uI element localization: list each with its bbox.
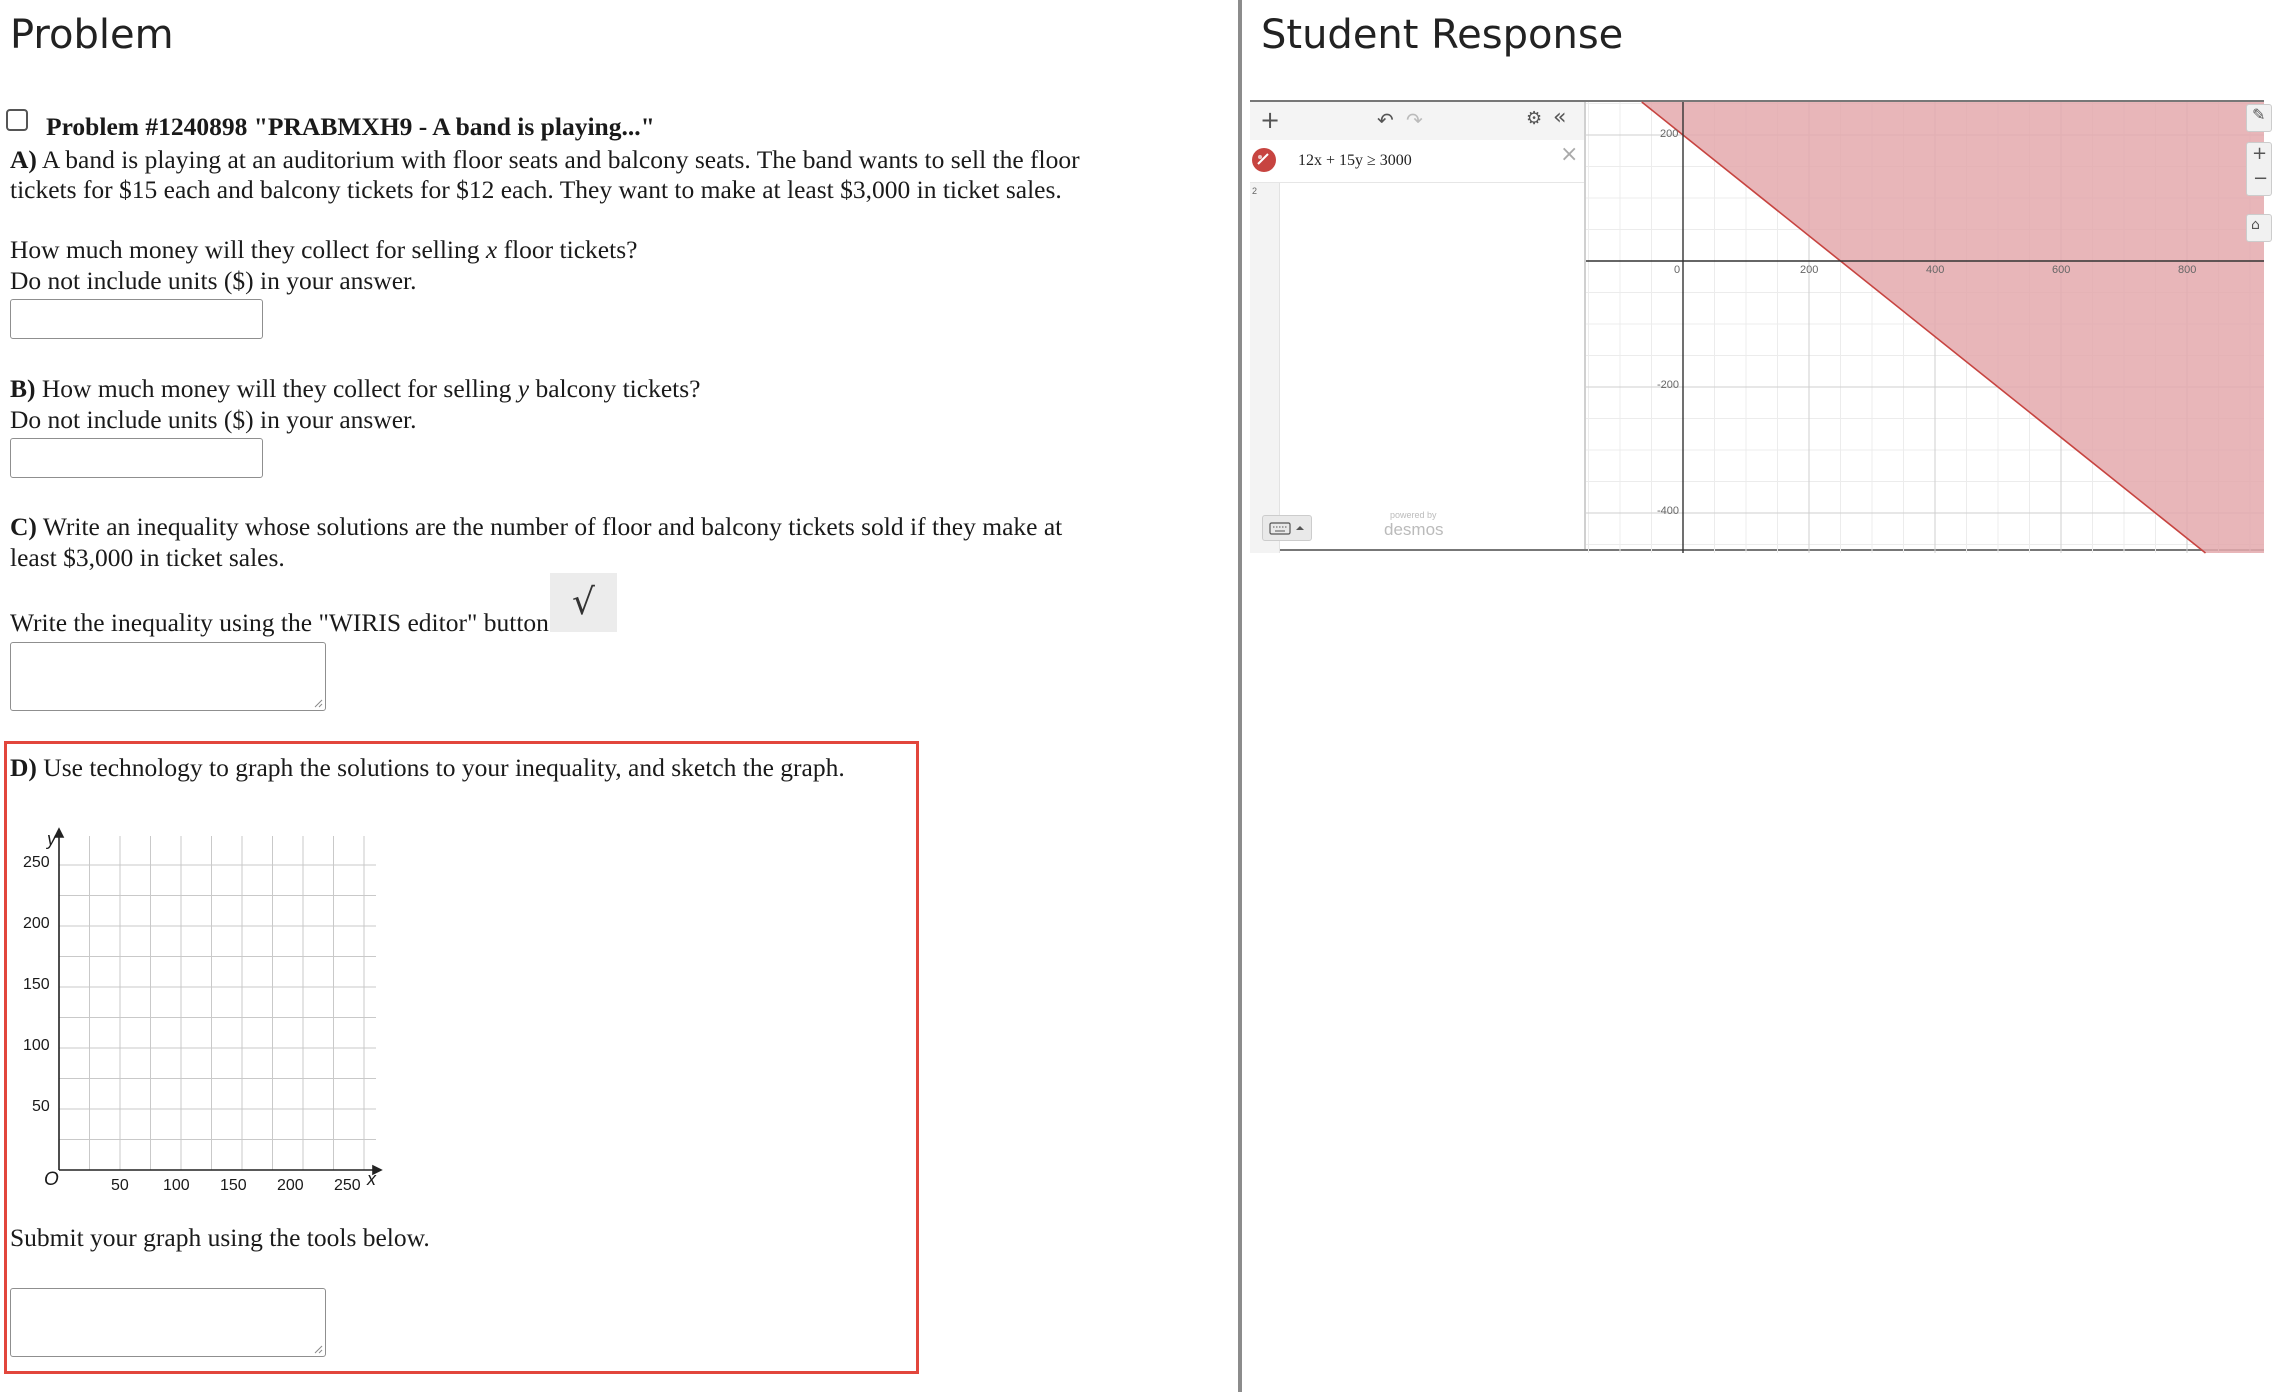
desmos-y-tick: -200 [1657, 379, 1680, 391]
desmos-calculator[interactable] [1250, 100, 2269, 551]
sketch-x-tick: 100 [163, 1177, 190, 1194]
sketch-x-label: x [367, 1169, 376, 1189]
part-c-label: C) [10, 512, 37, 541]
desmos-expression-panel [1250, 102, 1586, 549]
sketch-x-tick: 50 [111, 1177, 129, 1194]
powered-by-text: powered by [1390, 510, 1437, 520]
redo-icon[interactable]: ↷ [1406, 108, 1423, 132]
part-d-label: D) [10, 753, 37, 782]
part-b-answer-input[interactable] [10, 438, 263, 478]
add-item-icon[interactable]: + [1260, 106, 1281, 134]
part-b-note: Do not include units ($) in your answer. [10, 405, 417, 434]
desmos-x-tick: 200 [1800, 264, 1819, 276]
sketch-x-tick: 200 [277, 1177, 304, 1194]
sketch-x-tick: 250 [334, 1177, 361, 1194]
desmos-x-tick: 0 [1674, 264, 1681, 276]
expression-color-icon[interactable] [1252, 148, 1276, 172]
desmos-home-button[interactable] [2246, 214, 2272, 242]
part-c-line2: least $3,000 in ticket sales. [10, 543, 285, 572]
sketch-y-tick: 50 [32, 1098, 50, 1115]
desmos-y-tick: 200 [1660, 128, 1679, 140]
problem-heading: Problem [10, 12, 174, 58]
sketch-y-tick: 100 [23, 1037, 50, 1054]
desmos-x-tick: 400 [1926, 264, 1945, 276]
keypad-toggle-button[interactable] [1262, 515, 1312, 541]
desmos-logo: desmos [1384, 520, 1444, 539]
part-c-text: C) Write an inequality whose solutions are the number of floor and balcony tickets sold if they make at [10, 512, 1063, 541]
part-a-variable: x [485, 235, 498, 264]
undo-icon[interactable]: ↶ [1377, 108, 1394, 132]
wiris-editor-button[interactable] [550, 573, 617, 632]
resize-grip-icon[interactable] [313, 698, 323, 708]
sketch-y-tick: 150 [23, 976, 50, 993]
part-d-answer-textarea[interactable] [10, 1288, 326, 1357]
part-b-variable: y [517, 374, 530, 403]
part-a-label: A) [10, 145, 37, 174]
home-icon: ⌂ [2251, 217, 2260, 233]
wrench-icon: ✎ [2252, 105, 2266, 124]
problem-title: Problem #1240898 "PRABMXH9 - A band is playing..." [46, 112, 655, 141]
inequality-shaded-region [1642, 102, 2264, 553]
part-d-text: D) Use technology to graph the solutions to your inequality, and sketch the graph. [10, 753, 845, 782]
part-a-question: How much money will they collect for selling x floor tickets? [10, 235, 638, 264]
desmos-graph-area[interactable] [1586, 102, 2269, 553]
part-a-line1: A band is playing at an auditorium with floor seats and balcony seats. The band wants to sell the floor [36, 145, 1080, 174]
part-c-answer-textarea[interactable] [10, 642, 326, 711]
zoom-out-icon[interactable]: − [2253, 168, 2269, 189]
part-a-text [10, 144, 1080, 175]
desmos-x-tick: 600 [2052, 264, 2071, 276]
square-root-icon: √ [572, 582, 595, 623]
part-b-question: B) How much money will they collect for selling y balcony tickets? [10, 374, 701, 403]
collapse-panel-icon[interactable]: « [1553, 105, 1567, 130]
desmos-expression-row[interactable] [1250, 140, 1584, 183]
panel-divider [1238, 0, 1242, 1392]
gear-icon[interactable]: ⚙ [1526, 108, 1543, 129]
sketch-y-tick: 250 [23, 854, 50, 871]
sketch-grid [10, 826, 390, 1198]
sketch-x-tick: 150 [220, 1177, 247, 1194]
zoom-in-icon[interactable]: + [2252, 143, 2268, 164]
desmos-zoom-controls[interactable] [2246, 142, 2272, 196]
desmos-toolbar [1250, 102, 1584, 141]
inequality-expression[interactable]: 12x + 15y ≥ 3000 [1298, 152, 1412, 169]
desmos-x-tick: 800 [2178, 264, 2197, 276]
sketch-origin-label: O [44, 1169, 59, 1190]
student-response-heading: Student Response [1261, 12, 1624, 58]
desmos-gutter [1250, 140, 1280, 553]
wiris-instruction: Write the inequality using the "WIRIS editor" button [10, 608, 549, 637]
part-a-line2: tickets for $15 each and balcony tickets for $12 each. They want to make at least $3,000 in ticket sales. [10, 175, 1062, 204]
sketch-y-tick: 200 [23, 915, 50, 932]
submit-graph-text: Submit your graph using the tools below. [10, 1223, 430, 1252]
expression-index: 2 [1252, 186, 1258, 196]
resize-grip-icon[interactable] [313, 1344, 323, 1354]
problem-checkbox[interactable] [6, 109, 28, 131]
keyboard-icon [1263, 516, 1311, 540]
delete-expression-icon[interactable]: × [1560, 142, 1579, 167]
desmos-settings-wrench[interactable] [2246, 104, 2272, 132]
part-a-answer-input[interactable] [10, 299, 263, 339]
part-a-note: Do not include units ($) in your answer. [10, 266, 417, 295]
part-b-label: B) [10, 374, 36, 403]
desmos-y-tick: -400 [1657, 505, 1680, 517]
sketch-y-label: y [47, 829, 56, 849]
